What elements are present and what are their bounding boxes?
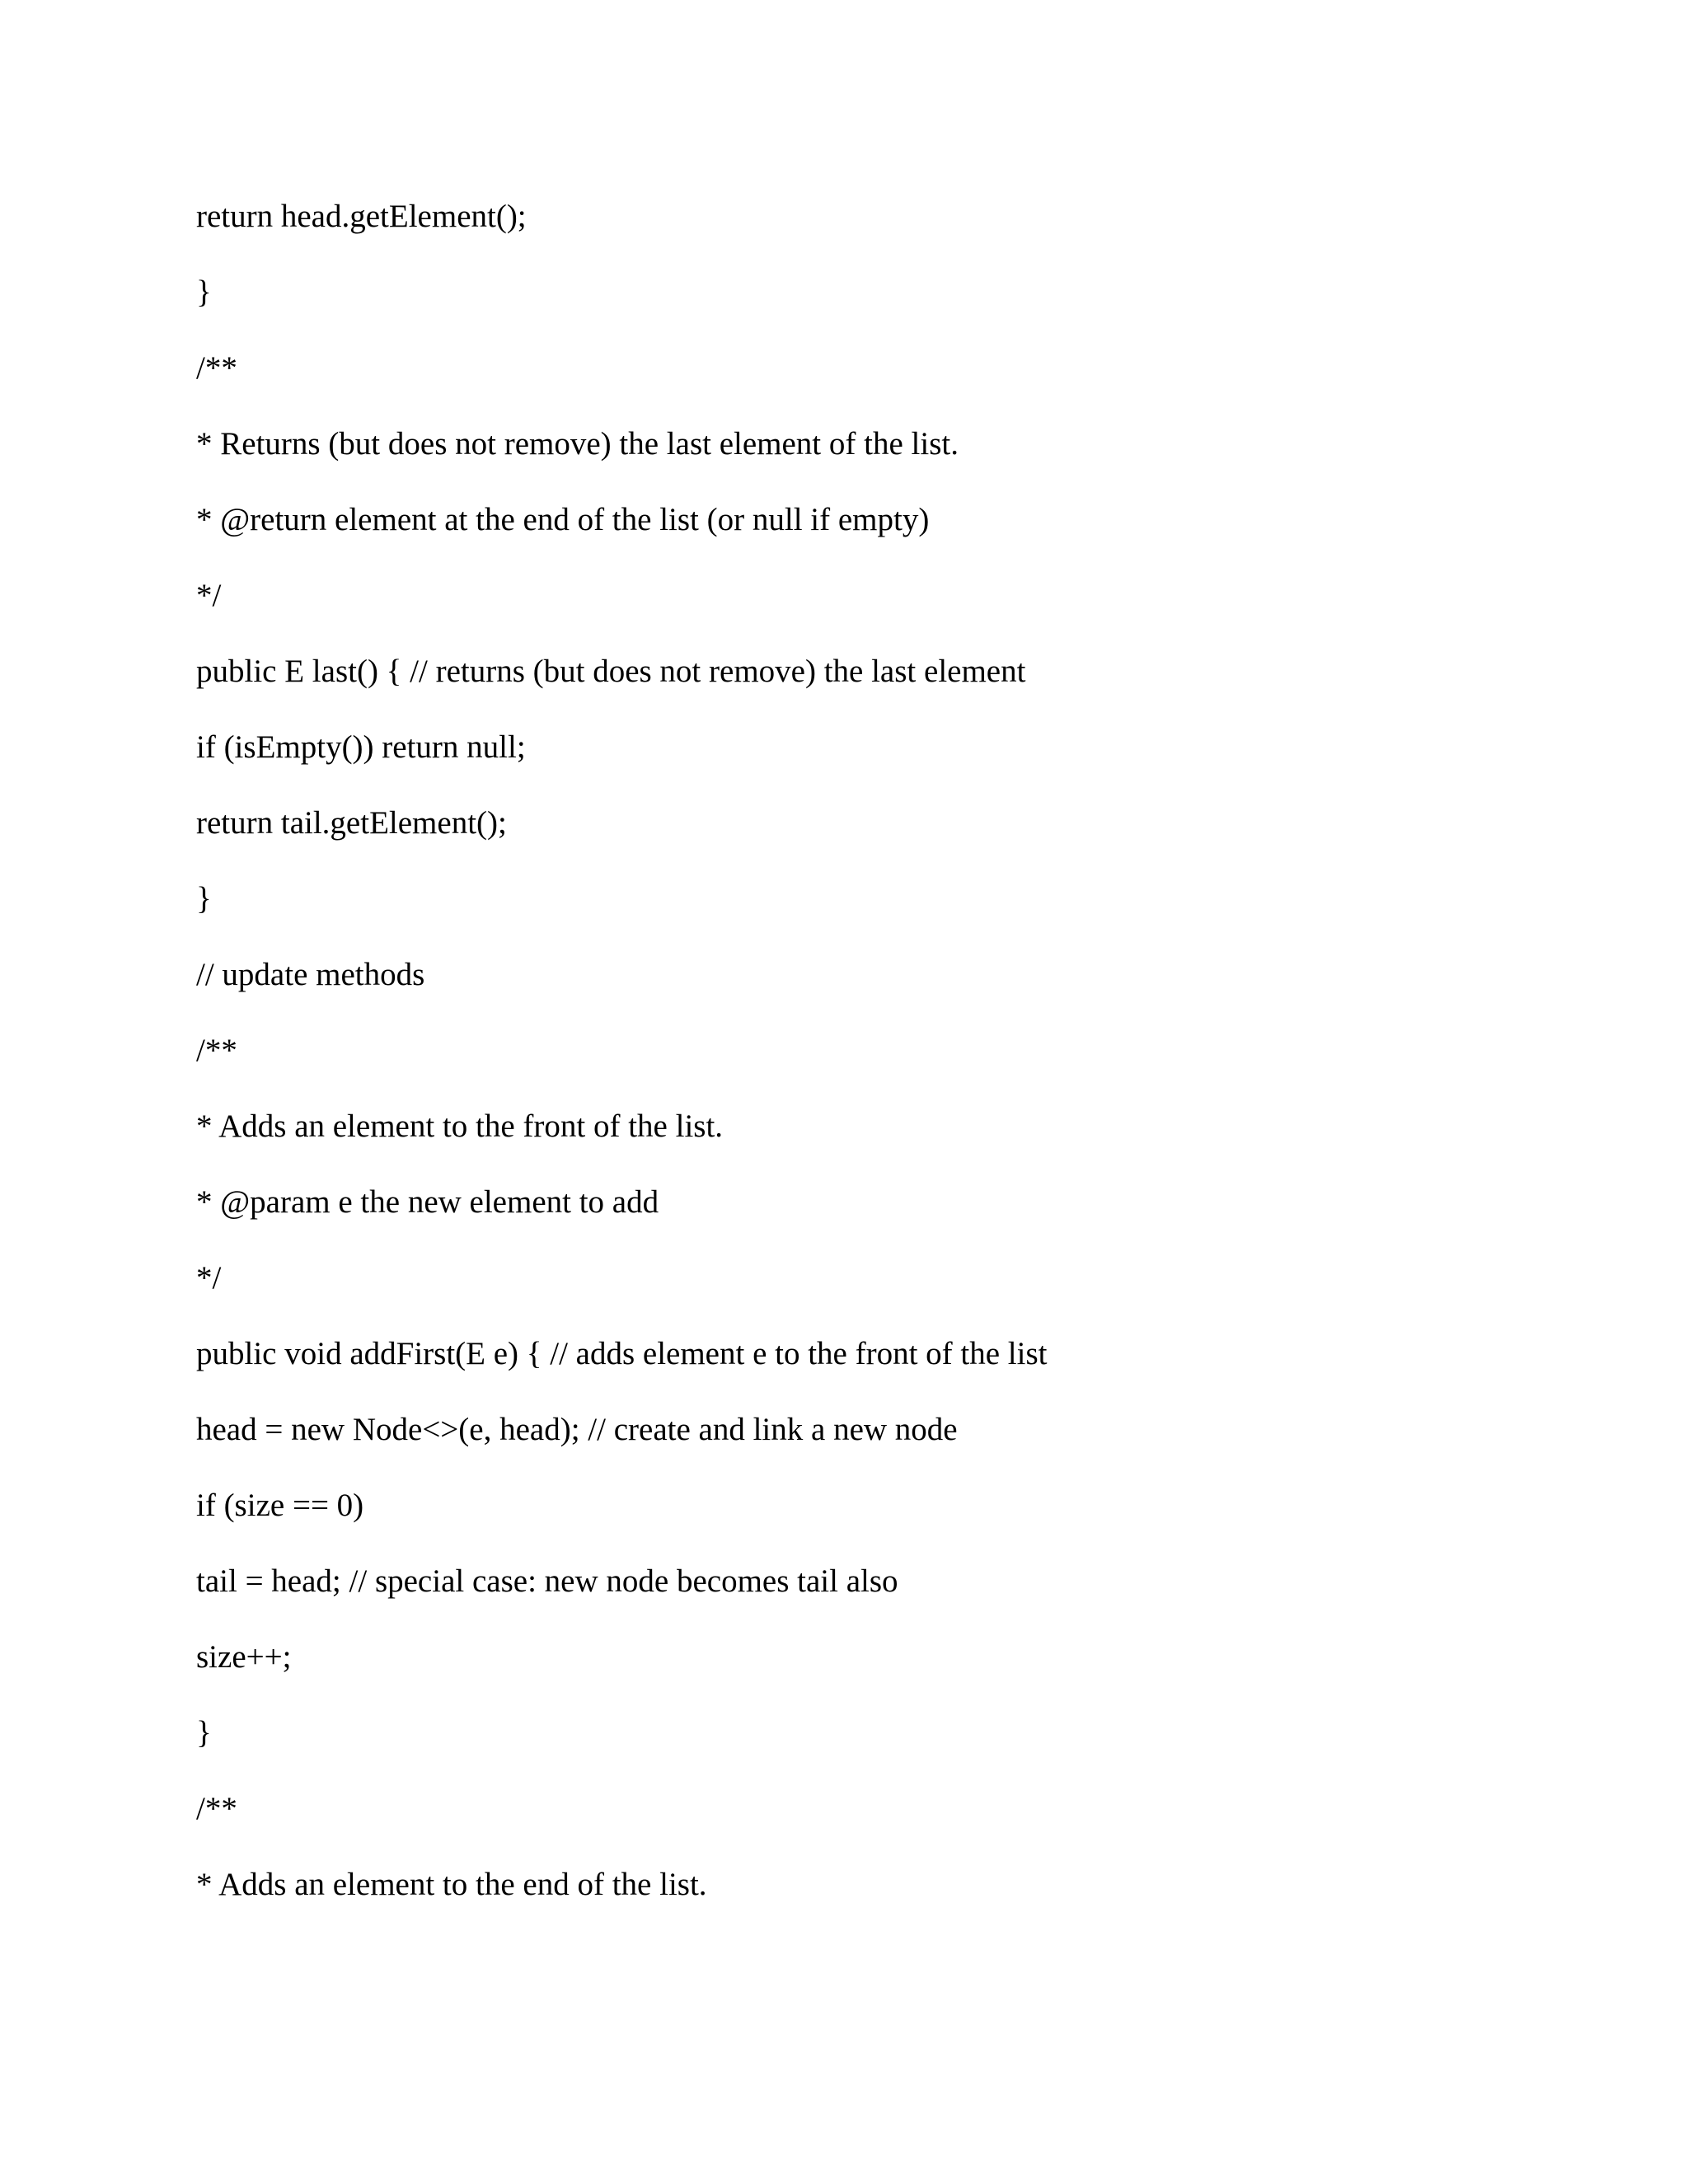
code-line: /** <box>196 350 237 386</box>
code-line: * Adds an element to the end of the list. <box>196 1867 707 1902</box>
code-line: head = new Node<>(e, head); // create and link a new node <box>196 1412 958 1447</box>
code-line: */ <box>196 1260 222 1296</box>
code-line: * Adds an element to the front of the list. <box>196 1108 724 1144</box>
code-line: } <box>196 274 212 310</box>
code-line: tail = head; // special case: new node becomes tail also <box>196 1563 898 1599</box>
code-line: * Returns (but does not remove) the last element of the list. <box>196 426 959 462</box>
code-line: } <box>196 1715 212 1750</box>
code-line: * @return element at the end of the list (or null if empty) <box>196 502 930 537</box>
code-line: return head.getElement(); <box>196 199 527 234</box>
code-line: return tail.getElement(); <box>196 805 507 841</box>
code-line: /** <box>196 1791 237 1826</box>
code-line: if (size == 0) <box>196 1488 364 1523</box>
code-line: size++; <box>196 1639 292 1675</box>
code-line: public E last() { // returns (but does not remove) the last element <box>196 654 1026 689</box>
code-listing <box>196 188 1048 1932</box>
code-line: * @param e the new element to add <box>196 1184 659 1220</box>
code-line: } <box>196 881 212 916</box>
code-line: // update methods <box>196 957 425 992</box>
code-line: /** <box>196 1033 237 1068</box>
code-line: if (isEmpty()) return null; <box>196 729 526 765</box>
code-line: */ <box>196 578 222 613</box>
code-line: public void addFirst(E e) { // adds element e to the front of the list <box>196 1336 1048 1371</box>
